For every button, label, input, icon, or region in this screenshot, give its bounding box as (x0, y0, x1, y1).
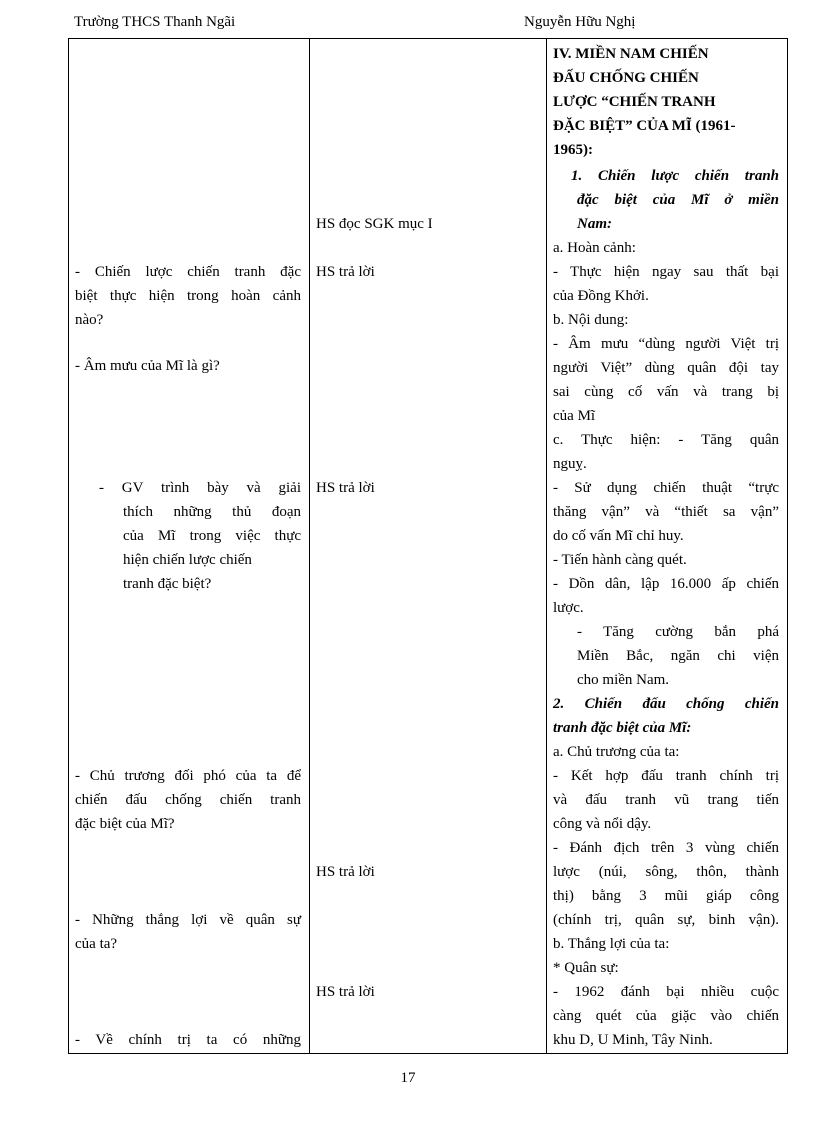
subheading: 2. Chiến đấu chống chiến (553, 696, 779, 712)
text-line: cho miền Nam. (577, 672, 670, 688)
text-line: biệt thực hiện trong hoàn cảnh (75, 288, 301, 304)
text-line: thị) bằng 3 mũi giáp công (553, 888, 779, 904)
table-row (69, 39, 788, 1054)
subheading: 1. Chiến lược chiến tranh (571, 168, 779, 184)
section-heading: LƯỢC “CHIẾN TRANH (553, 94, 716, 110)
text-line: thăng vận” và “thiết sa vận” (553, 504, 779, 520)
text-line: nào? (75, 312, 104, 328)
text-line: của Đồng Khởi. (553, 288, 649, 304)
text-line: chiến đấu chống chiến tranh (75, 792, 301, 808)
subheading: Nam: (577, 216, 612, 232)
text-line: tranh đặc biệt? (123, 576, 212, 592)
student-activity-column (310, 39, 547, 1054)
section-heading: IV. MIỀN NAM CHIẾN (553, 46, 709, 62)
text-line: càng quét của giặc vào chiến (553, 1008, 779, 1024)
text-line: lược (núi, sông, thôn, thành (553, 864, 779, 880)
text-line: Miền Bắc, ngăn chi viện (577, 648, 779, 664)
section-heading: 1965): (553, 142, 593, 158)
text-line: đặc biệt của Mĩ? (75, 816, 175, 832)
page-header (74, 14, 754, 36)
text-line: của Mĩ (553, 408, 596, 424)
content-column (547, 39, 788, 1054)
text-line: người Việt” dùng quân đội tay (553, 360, 779, 376)
text-line: - Kết hợp đấu tranh chính trị (553, 768, 779, 784)
text-line: c. Thực hiện: - Tăng quân (553, 432, 779, 448)
text-line: - Thực hiện ngay sau thất bại (553, 264, 779, 280)
subheading: tranh đặc biệt của Mĩ: (553, 720, 692, 736)
text-line: - Tiến hành càng quét. (553, 552, 687, 568)
text-line: nguỵ. (553, 456, 587, 472)
text-line: b. Thắng lợi của ta: (553, 936, 670, 952)
text-line: hiện chiến lược chiến (123, 552, 252, 568)
lesson-table (68, 38, 788, 1054)
teacher-activity-column (69, 39, 310, 1054)
page-number: 17 (400, 1070, 416, 1086)
text-line: - 1962 đánh bại nhiều cuộc (553, 984, 779, 1000)
text-line: và đấu tranh vũ trang tiến (553, 792, 779, 808)
text-line: HS trả lời (316, 264, 375, 280)
text-line: - Âm mưu “dùng người Việt trị (553, 336, 779, 352)
text-line: - GV trình bày và giải (99, 480, 301, 496)
text-line: - Sử dụng chiến thuật “trực (553, 480, 779, 496)
text-line: công và nổi dậy. (553, 816, 652, 832)
text-line: thích những thủ đoạn (123, 504, 301, 520)
section-heading: ĐẤU CHỐNG CHIẾN (553, 70, 699, 86)
author-name: Nguyễn Hữu Nghị (524, 14, 636, 30)
school-name: Trường THCS Thanh Ngãi (74, 14, 236, 30)
text-line: HS trả lời (316, 480, 375, 496)
text-line: - Chủ trương đối phó của ta để (75, 768, 301, 784)
text-line: HS trả lời (316, 984, 375, 1000)
text-line: (chính trị, quân sự, binh vận). (553, 912, 779, 928)
section-heading: ĐẶC BIỆT” CỦA MĨ (1961- (553, 118, 736, 134)
text-line: của Mĩ trong việc thực (123, 528, 301, 544)
text-line: của ta? (75, 936, 118, 952)
text-line: - Dồn dân, lập 16.000 ấp chiến (553, 576, 779, 592)
text-line: khu D, U Minh, Tây Ninh. (553, 1032, 713, 1048)
text-line: * Quân sự: (553, 960, 619, 976)
text-line: do cố vấn Mĩ chỉ huy. (553, 528, 684, 544)
text-line: - Về chính trị ta có những (75, 1032, 301, 1048)
text-line: - Những thắng lợi về quân sự (75, 912, 301, 928)
text-line: lược. (553, 600, 584, 616)
text-line: sai cùng cố vấn và trang bị (553, 384, 779, 400)
text-line: HS trả lời (316, 864, 375, 880)
text-line: - Âm mưu của Mĩ là gì? (75, 358, 220, 374)
text-line: a. Hoàn cảnh: (553, 240, 636, 256)
text-line: HS đọc SGK mục I (316, 216, 433, 232)
subheading: đặc biệt của Mĩ ở miền (577, 192, 779, 208)
text-line: - Đánh địch trên 3 vùng chiến (553, 840, 779, 856)
text-line: b. Nội dung: (553, 312, 629, 328)
text-line: a. Chủ trương của ta: (553, 744, 680, 760)
text-line: - Tăng cường bắn phá (577, 624, 779, 640)
text-line: - Chiến lược chiến tranh đặc (75, 264, 301, 280)
